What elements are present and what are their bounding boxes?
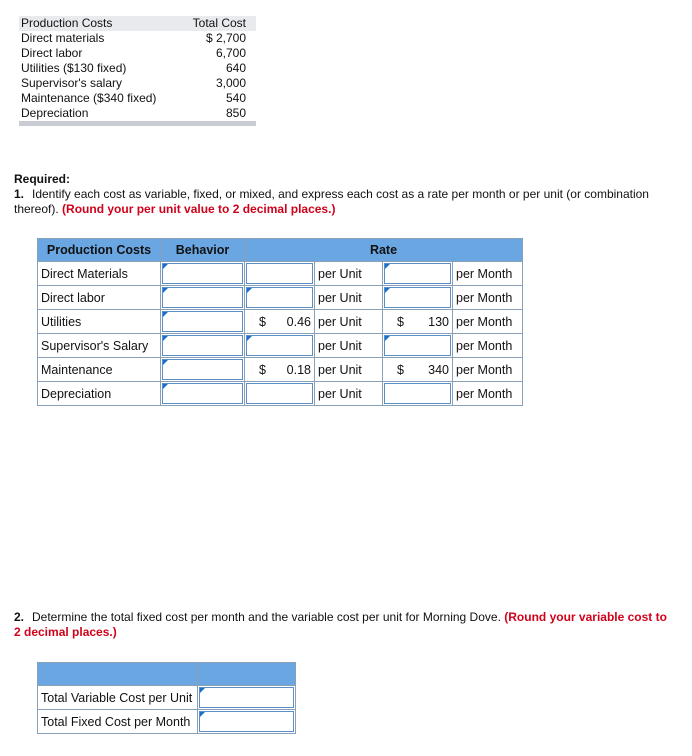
currency-symbol: $ xyxy=(397,315,404,329)
dropdown-marker-icon xyxy=(247,336,252,341)
reference-row-label: Maintenance ($340 fixed) xyxy=(21,91,157,105)
currency-symbol: $ xyxy=(259,363,266,377)
reference-row-value: 850 xyxy=(225,106,246,120)
dropdown-marker-icon xyxy=(200,712,205,717)
currency-symbol: $ xyxy=(259,315,266,329)
reference-row xyxy=(19,61,256,76)
reference-row-label: Direct labor xyxy=(21,46,83,60)
per-month-label: per Month xyxy=(453,358,523,382)
reference-row xyxy=(19,46,256,61)
month-rate-amount: 340 xyxy=(428,363,449,377)
currency-symbol: $ xyxy=(397,363,404,377)
dropdown-marker-icon xyxy=(385,288,390,293)
reference-row-value: 6,700 xyxy=(215,46,246,60)
reference-row-label: Supervisor's salary xyxy=(21,76,122,90)
row-label: Depreciation xyxy=(38,382,161,406)
dropdown-marker-icon xyxy=(163,264,168,269)
reference-row xyxy=(19,31,256,46)
table-row xyxy=(38,310,523,334)
reference-header xyxy=(19,16,256,31)
table-row xyxy=(38,686,296,710)
per-month-label: per Month xyxy=(453,286,523,310)
table-row xyxy=(38,710,296,734)
question-2-number: 2. xyxy=(14,610,25,624)
totals-table xyxy=(37,662,296,734)
behavior-select[interactable] xyxy=(161,382,245,406)
month-rate-input[interactable] xyxy=(383,382,453,406)
dropdown-marker-icon xyxy=(163,336,168,341)
unit-rate-input[interactable] xyxy=(245,382,315,406)
question-1-note: (Round your per unit value to 2 decimal places.) xyxy=(62,202,336,216)
reference-row-value: 3,000 xyxy=(215,76,246,90)
totals-header-blank-1 xyxy=(38,663,198,686)
reference-row xyxy=(19,91,256,106)
question-1-text: Identify each cost as variable, fixed, or mixed, and express each cost as a rate per month or per unit (or combination thereof). xyxy=(14,187,649,216)
table-row xyxy=(38,334,523,358)
month-rate-value xyxy=(383,310,453,334)
total-fixed-cost-input[interactable] xyxy=(198,710,296,734)
month-rate-input[interactable] xyxy=(383,262,453,286)
per-unit-label: per Unit xyxy=(315,262,383,286)
per-unit-label: per Unit xyxy=(315,334,383,358)
header-behavior: Behavior xyxy=(161,239,245,262)
dropdown-marker-icon xyxy=(163,360,168,365)
dropdown-marker-icon xyxy=(247,288,252,293)
reference-row-label: Direct materials xyxy=(21,31,105,45)
question-1-number: 1. xyxy=(14,187,25,201)
reference-row xyxy=(19,76,256,91)
row-label: Direct labor xyxy=(38,286,161,310)
question-2-note: (Round your variable cost to 2 decimal places.) xyxy=(14,610,667,639)
totals-header-blank-2 xyxy=(198,663,296,686)
unit-rate-amount: 0.46 xyxy=(286,315,311,329)
per-unit-label: per Unit xyxy=(315,358,383,382)
required-title: Required: xyxy=(14,172,71,186)
cost-behavior-table xyxy=(37,238,523,406)
question-2-text: Determine the total fixed cost per month and the variable cost per unit for Morning Dove. xyxy=(32,610,501,624)
required-section xyxy=(14,172,674,217)
dropdown-marker-icon xyxy=(200,688,205,693)
month-rate-amount: 130 xyxy=(428,315,449,329)
dropdown-marker-icon xyxy=(163,312,168,317)
question-1 xyxy=(14,187,674,217)
per-month-label: per Month xyxy=(453,334,523,358)
reference-row-value: 640 xyxy=(225,61,246,75)
month-rate-input[interactable] xyxy=(383,334,453,358)
month-rate-input[interactable] xyxy=(383,286,453,310)
behavior-select[interactable] xyxy=(161,334,245,358)
unit-rate-input[interactable] xyxy=(245,286,315,310)
reference-row-value: $ 2,700 xyxy=(205,31,246,45)
total-fixed-cost-label: Total Fixed Cost per Month xyxy=(38,710,198,734)
per-unit-label: per Unit xyxy=(315,310,383,334)
total-variable-cost-input[interactable] xyxy=(198,686,296,710)
table-row xyxy=(38,286,523,310)
dropdown-marker-icon xyxy=(163,288,168,293)
behavior-select[interactable] xyxy=(161,262,245,286)
header-production-costs: Production Costs xyxy=(38,239,161,262)
unit-rate-value xyxy=(245,358,315,382)
cost-reference-table xyxy=(19,16,256,126)
question-2 xyxy=(14,610,674,640)
unit-rate-input[interactable] xyxy=(245,262,315,286)
reference-row-label: Utilities ($130 fixed) xyxy=(21,61,127,75)
per-unit-label: per Unit xyxy=(315,382,383,406)
unit-rate-value xyxy=(245,310,315,334)
row-label: Utilities xyxy=(38,310,161,334)
month-rate-value xyxy=(383,358,453,382)
table-header-row xyxy=(38,239,523,262)
behavior-select[interactable] xyxy=(161,310,245,334)
reference-header-left: Production Costs xyxy=(21,16,113,30)
unit-rate-amount: 0.18 xyxy=(286,363,311,377)
behavior-select[interactable] xyxy=(161,286,245,310)
reference-row-label: Depreciation xyxy=(21,106,89,120)
reference-row xyxy=(19,106,256,121)
row-label: Direct Materials xyxy=(38,262,161,286)
table-row xyxy=(38,382,523,406)
dropdown-marker-icon xyxy=(163,384,168,389)
per-month-label: per Month xyxy=(453,310,523,334)
reference-row-value: 540 xyxy=(225,91,246,105)
dropdown-marker-icon xyxy=(385,336,390,341)
total-variable-cost-label: Total Variable Cost per Unit xyxy=(38,686,198,710)
dropdown-marker-icon xyxy=(385,264,390,269)
behavior-select[interactable] xyxy=(161,358,245,382)
table-header-row xyxy=(38,663,296,686)
table-row xyxy=(38,262,523,286)
table-row xyxy=(38,358,523,382)
row-label: Maintenance xyxy=(38,358,161,382)
per-month-label: per Month xyxy=(453,262,523,286)
per-unit-label: per Unit xyxy=(315,286,383,310)
reference-header-right: Total Cost xyxy=(192,16,246,30)
row-label: Supervisor's Salary xyxy=(38,334,161,358)
per-month-label: per Month xyxy=(453,382,523,406)
header-rate: Rate xyxy=(245,239,523,262)
unit-rate-input[interactable] xyxy=(245,334,315,358)
